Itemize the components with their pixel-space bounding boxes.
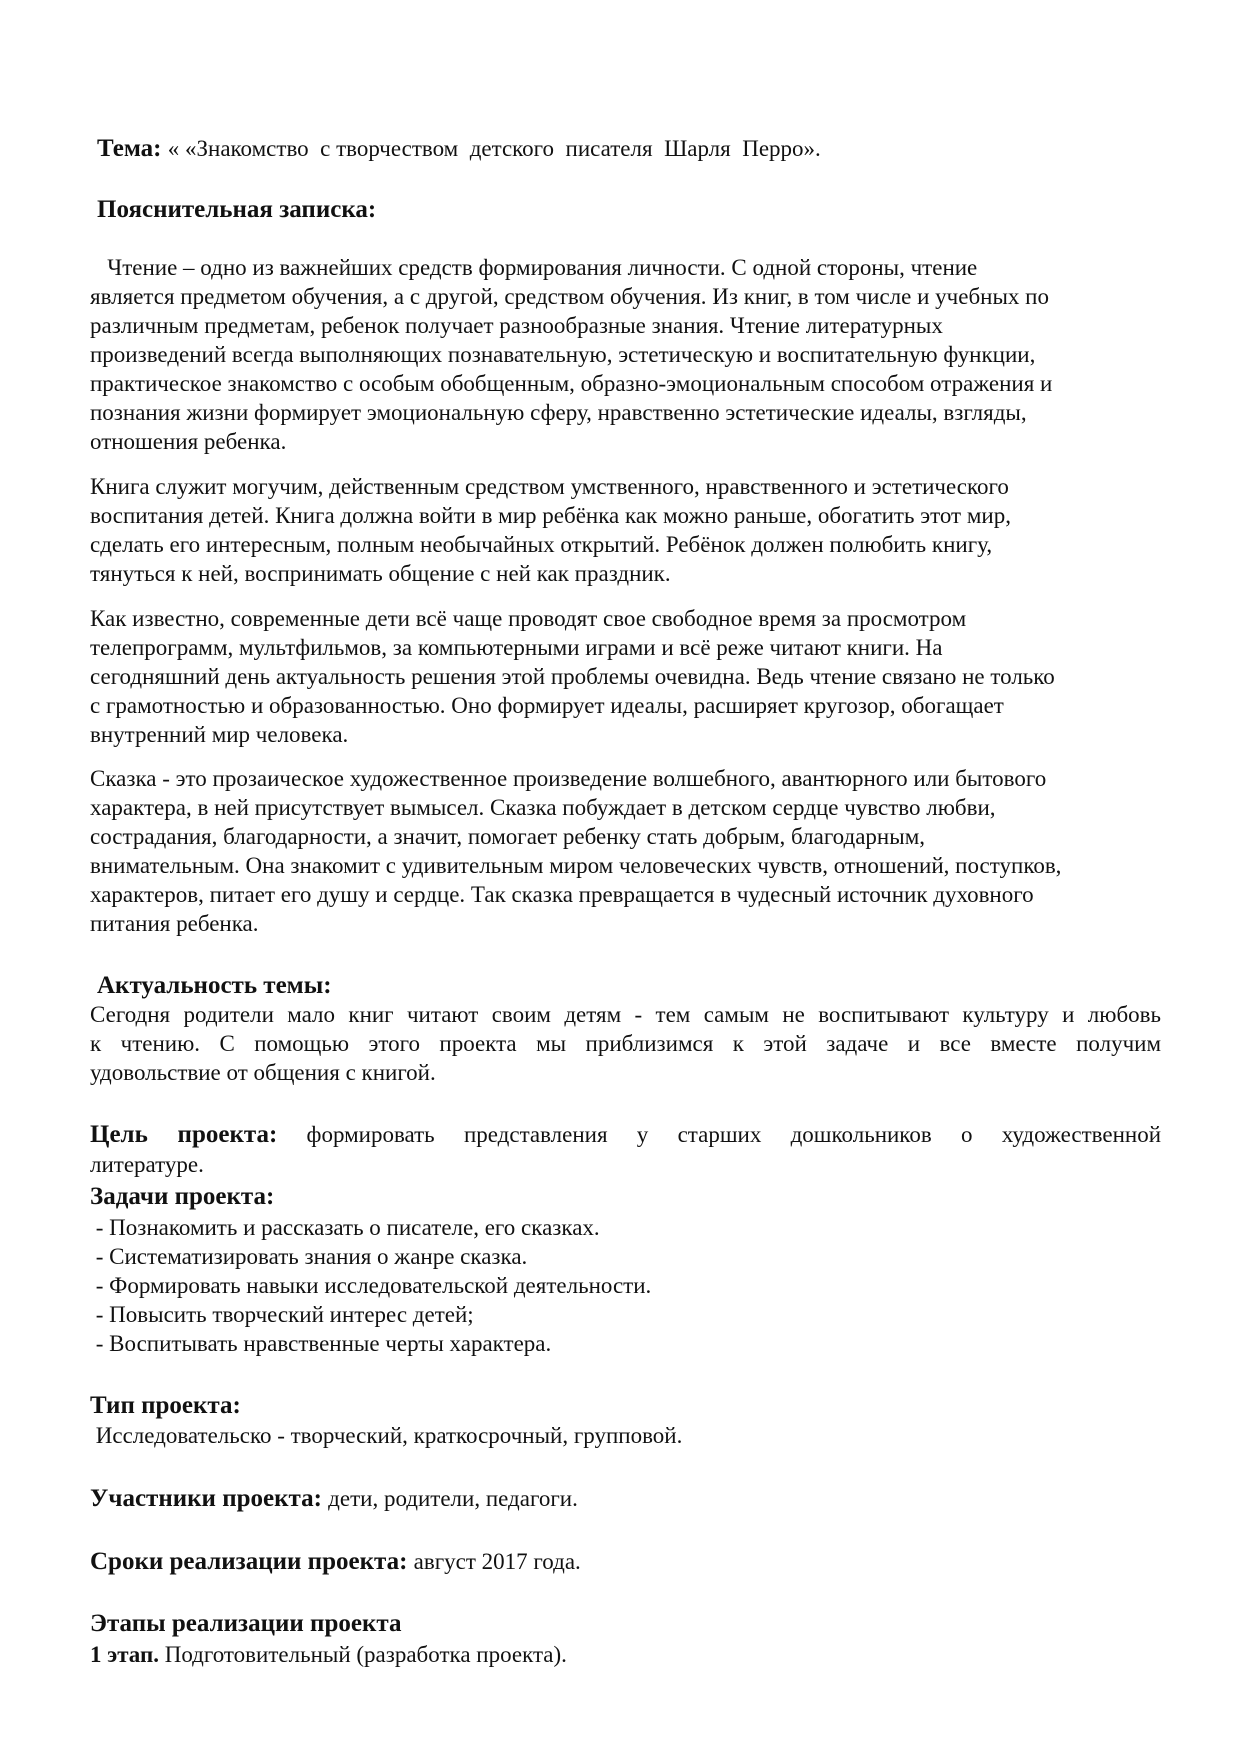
text-line: произведений всегда выполняющих познавательную, эстетическую и воспитательную функции, (90, 342, 1036, 367)
period-text: август 2017 года. (413, 1549, 581, 1574)
note-paragraph-3 (90, 604, 1161, 749)
task-item: - Воспитывать нравственные черты характера. (90, 1331, 552, 1356)
note-paragraph-4 (90, 764, 1161, 938)
text-line: внимательным. Она знакомит с удивительным миром человеческих чувств, отношений, поступков, (90, 853, 1062, 878)
goal-text-continued: литературе. (90, 1152, 204, 1177)
topic-line (97, 134, 1168, 164)
stage-1-text: Подготовительный (разработка проекта). (164, 1642, 567, 1667)
text-line: сострадания, благодарности, а значит, помогает ребенку стать добрым, благодарным, (90, 824, 925, 849)
text-line: отношения ребенка. (90, 429, 287, 454)
text-line: к чтению. С помощью этого проекта мы приблизимся к этой задаче и все вместе получим (90, 1031, 1161, 1056)
text-line: телепрограмм, мультфильмов, за компьютерными играми и всё реже читают книги. На (90, 635, 943, 660)
text-line: различным предметам, ребенок получает разнообразные знания. Чтение литературных (90, 313, 943, 338)
explanatory-note-heading: Пояснительная записка: (97, 196, 377, 223)
note-paragraph-1 (90, 253, 1161, 456)
goal-section (90, 1120, 1161, 1179)
participants-label: Участники проекта: (90, 1485, 322, 1512)
text-line: Книга служит могучим, действенным средством умственного, нравственного и эстетического (90, 474, 1009, 499)
task-item: - Формировать навыки исследовательской деятельности. (90, 1273, 652, 1298)
goal-text: формировать представления у старших дошкольников о художественной (306, 1122, 1161, 1147)
topic-label: Тема: (97, 135, 162, 162)
note-paragraph-2 (90, 472, 1161, 588)
participants-text: дети, родители, педагоги. (328, 1486, 578, 1511)
stages-heading: Этапы реализации проекта (90, 1610, 402, 1637)
period-label: Сроки реализации проекта: (90, 1548, 408, 1575)
text-line: Сегодня родители мало книг читают своим детям - тем самым не воспитывают культуру и любовь (90, 1002, 1161, 1027)
period-line (90, 1547, 1161, 1577)
text-line: питания ребенка. (90, 911, 259, 936)
type-text: Исследовательско - творческий, краткосрочный, групповой. (90, 1423, 683, 1448)
stage-1-label: 1 этап. (90, 1642, 159, 1667)
task-item: - Систематизировать знания о жанре сказка. (90, 1244, 528, 1269)
topic-text: « «Знакомство с творчеством детского писателя Шарля Перро». (167, 136, 821, 161)
text-line: сделать его интересным, полным необычайных открытий. Ребёнок должен полюбить книгу, (90, 532, 993, 557)
task-item: - Повысить творческий интерес детей; (90, 1302, 474, 1327)
relevance-heading: Актуальность темы: (97, 972, 332, 999)
text-line: Как известно, современные дети всё чаще проводят свое свободное время за просмотром (90, 606, 967, 631)
text-line: практическое знакомство с особым обобщенным, образно-эмоциональным способом отражения и (90, 371, 1053, 396)
goal-label: Цель проекта: (90, 1121, 278, 1148)
relevance-text (90, 1000, 1161, 1087)
text-line: Сказка - это прозаическое художественное произведение волшебного, авантюрного или бытового (90, 766, 1047, 791)
text-line: характеров, питает его душу и сердце. Так сказка превращается в чудесный источник духовного (90, 882, 1034, 907)
text-line: характера, в ней присутствует вымысел. Сказка побуждает в детском сердце чувство любви, (90, 795, 996, 820)
participants-line (90, 1484, 1161, 1514)
goal-line (90, 1120, 1161, 1150)
text-line: тянуться к ней, воспринимать общение с ней как праздник. (90, 561, 671, 586)
text-line: является предметом обучения, а с другой, средством обучения. Из книг, в том числе и учебных по (90, 284, 1049, 309)
task-item: - Познакомить и рассказать о писателе, его сказках. (90, 1215, 600, 1240)
stage-1-line (90, 1640, 1161, 1669)
tasks-heading: Задачи проекта: (90, 1183, 275, 1210)
text-line: Чтение – одно из важнейших средств формирования личности. С одной стороны, чтение (90, 255, 978, 280)
text-line: с грамотностью и образованностью. Оно формирует идеалы, расширяет кругозор, обогащает (90, 693, 1004, 718)
text-line: воспитания детей. Книга должна войти в мир ребёнка как можно раньше, обогатить этот мир, (90, 503, 1011, 528)
text-line: удовольствие от общения с книгой. (90, 1060, 436, 1085)
text-line: внутренний мир человека. (90, 722, 349, 747)
text-line: познания жизни формирует эмоциональную сферу, нравственно эстетические идеалы, взгляды, (90, 400, 1027, 425)
text-line: сегодняшний день актуальность решения этой проблемы очевидна. Ведь чтение связано не только (90, 664, 1055, 689)
type-heading: Тип проекта: (90, 1392, 241, 1419)
tasks-list (90, 1213, 1161, 1358)
